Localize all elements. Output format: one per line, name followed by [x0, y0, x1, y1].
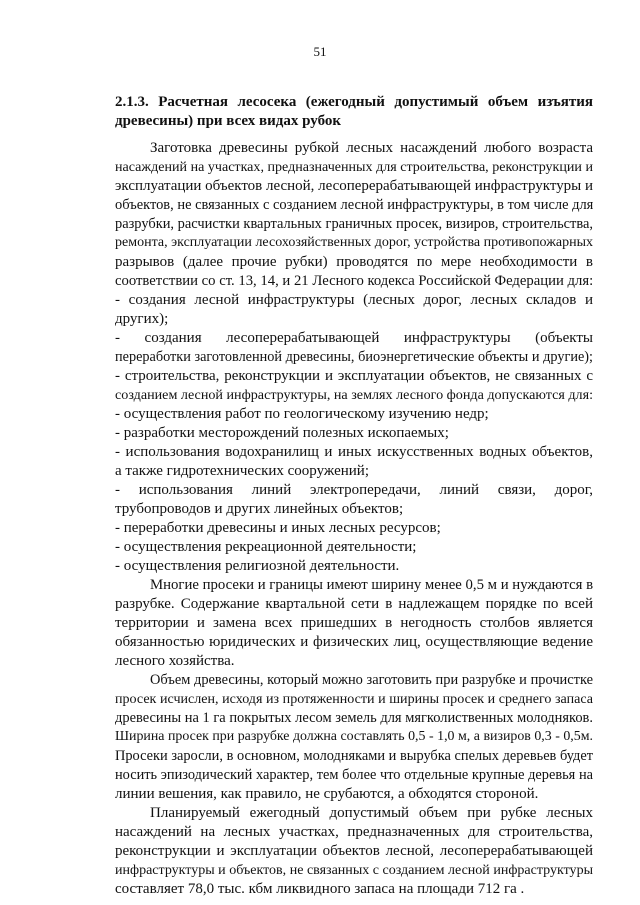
text-line: реконструкции и эксплуатации объектов лесной, лесоперерабатывающей [115, 843, 593, 859]
text-line: а также гидротехнических сооружений; [115, 463, 369, 479]
text-line: разрубке. Содержание квартальной сети в надлежащем порядке по всей [115, 596, 593, 612]
text-line: созданием лесной инфраструктуры, на землях лесного фонда допускаются для: [115, 387, 593, 403]
list-item: - создания лесоперерабатывающей инфраструктуры (объекты [115, 330, 593, 346]
text-line: составляет 78,0 тыс. кбм ликвидного запаса на площади 712 га . [115, 881, 525, 897]
text-line: трубопроводов и других линейных объектов; [115, 501, 404, 517]
text-line: ремонта, эксплуатации лесохозяйственных дорог, устройства противопожарных [115, 235, 593, 250]
text-line: линии вешения, как правило, не срубаются, а обходятся стороной. [115, 786, 539, 802]
list-item: - осуществления рекреационной деятельности; [115, 539, 417, 555]
text-line: древесины на 1 га покрытых лесом земель для мягколиственных молодняков. [115, 710, 593, 726]
page-number: 51 [313, 44, 327, 59]
text-line: Планируемый ежегодный допустимый объем при рубке лесных [150, 805, 593, 821]
text-line: разрубки, расчистки квартальных граничных просек, визиров, строительства, [115, 216, 593, 232]
text-line: соответствии со ст. 13, 14, и 21 Лесного кодекса Российской Федерации для: [115, 273, 594, 289]
text-line: территории и замена всех пришедших в негодность столбов является [115, 615, 593, 631]
list-item: - осуществления работ по геологическому изучению недр; [115, 406, 489, 422]
text-line: обязанностью юридических и физических лиц, осуществляющие ведение [115, 634, 593, 650]
list-item: - использования водохранилищ и иных искусственных водных объектов, [115, 444, 593, 460]
text-line: носить эпизодический характер, тем более что отдельные крупные деревья на [115, 767, 593, 783]
text-line: эксплуатации объектов лесной, лесоперерабатывающей инфраструктуры и [115, 178, 593, 194]
text-line: просек исчислен, исходя из протяженности и ширины просек и среднего запаса [115, 691, 593, 707]
text-line: разрывов (далее прочие рубки) проводятся по мере необходимости в [115, 254, 593, 270]
text-line: Ширина просек при разрубке должна составлять 0,5 - 1,0 м, а визиров 0,3 - 0,5м. [115, 729, 593, 744]
text-line: насаждений на участках, предназначенных для строительства, реконструкции и [115, 159, 593, 175]
list-item: - создания лесной инфраструктуры (лесных дорог, лесных складов и [115, 292, 593, 308]
text-line: Заготовка древесины рубкой лесных насаждений любого возраста [150, 140, 593, 156]
text-line: объектов, не связанных с созданием лесной инфраструктуры, в том числе для [115, 197, 594, 213]
text-line: насаждений на лесных участках, предназначенных для строительства, [115, 824, 593, 840]
text-line: Просеки заросли, в основном, молодняками и вырубка спелых деревьев будет [115, 748, 593, 764]
text-line: Многие просеки и границы имеют ширину менее 0,5 м и нуждаются в [150, 577, 594, 593]
text-line: инфраструктуры и объектов, не связанных с созданием лесной инфраструктуры [115, 862, 593, 878]
section-heading: 2.1.3. Расчетная лесосека (ежегодный допустимый объем изъятия древесины) при всех видах рубок [115, 94, 593, 129]
list-item: - строительства, реконструкции и эксплуатации объектов, не связанных с [115, 368, 593, 384]
text-line: Объем древесины, который можно заготовить при разрубке и прочистке [150, 672, 593, 688]
list-item: - использования линий электропередачи, линий связи, дорог, [115, 482, 593, 498]
list-item: - разработки месторождений полезных ископаемых; [115, 425, 449, 441]
list-item: - переработки древесины и иных лесных ресурсов; [115, 520, 441, 536]
text-line: переработки заготовленной древесины, биоэнергетические объекты и другие); [115, 349, 593, 365]
text-line: лесного хозяйства. [115, 653, 235, 669]
text-line: других); [115, 311, 169, 327]
list-item: - осуществления религиозной деятельности. [115, 558, 400, 574]
